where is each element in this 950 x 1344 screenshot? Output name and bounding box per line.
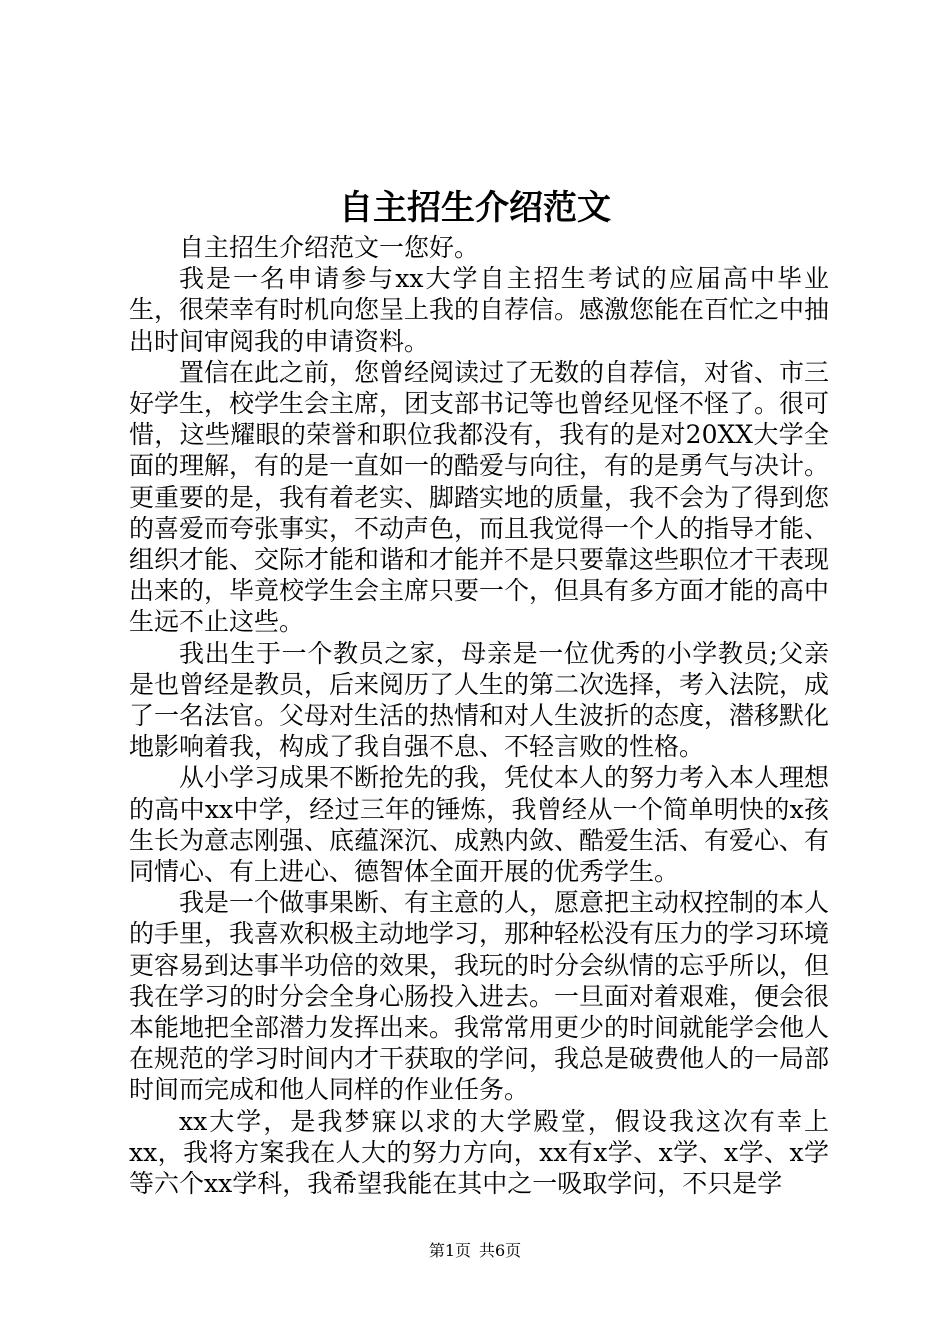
paragraph-5: 从小学习成果不断抢先的我，凭仗本人的努力考入本人理想的高中xx中学，经过三年的锤炼，我曾经从一个简单明快的x孩生长为意志刚强、底蕴深沉、成熟内敛、酷爱生活、有爱心、有同情心、有上进心、德智体全面开展的优秀学生。 — [129, 763, 830, 887]
paragraph-1: 自主招生介绍范文一您好。 — [179, 233, 480, 262]
paragraph-6: 我是一个做事果断、有主意的人，愿意把主动权控制的本人的手里，我喜欢积极主动地学习，那种轻松没有压力的学习环境更容易到达事半功倍的效果，我玩的时分会纵情的忘乎所以，但我在学习的时分会全身心肠投入进去。一旦面对着艰难，便会很本能地把全部潜力发挥出来。我常常用更少的时间就能学会他人在规范的学习时间内才干获取的学问，我总是破费他人的一局部时间而完成和他人同样的作业任务。 — [129, 888, 830, 1105]
paragraph-3: 置信在此之前，您曾经阅读过了无数的自荐信，对省、市三好学生，校学生会主席，团支部书记等也曾经见怪不怪了。很可惜，这些耀眼的荣誉和职位我都没有，我有的是对20XX大学全面的理解，有的是一直如一的酷爱与向往，有的是勇气与决计。更重要的是，我有着老实、脚踏实地的质量，我不会为了得到您的喜爱而夸张事实，不动声色，而且我觉得一个人的指导才能、组织才能、交际才能和谐和才能并不是只要靠这些职位才干表现出来的，毕竟校学生会主席只要一个，但具有多方面才能的高中生远不止这些。 — [129, 357, 830, 637]
document-title: 自主招生介绍范文 — [339, 188, 611, 228]
page-footer — [0, 1240, 950, 1262]
page-number-current: 第1页 — [428, 1241, 471, 1260]
paragraph-4: 我出生于一个教员之家，母亲是一位优秀的小学教员;父亲是也曾经是教员，后来阅历了人生的第二次选择，考入法院，成了一名法官。父母对生活的热情和对人生波折的态度，潜移默化地影响着我，构成了我自强不息、不轻言败的性格。 — [129, 638, 830, 762]
page-number-total: 共6页 — [479, 1241, 522, 1260]
paragraph-7: xx大学，是我梦寐以求的大学殿堂，假设我这次有幸上xx，我将方案我在人大的努力方向，xx有x学、x学、x学、x学等六个xx学科，我希望我能在其中之一吸取学问，不只是学 — [129, 1106, 829, 1199]
document-body — [129, 232, 829, 1199]
paragraph-2: 我是一名申请参与xx大学自主招生考试的应届高中毕业生，很荣幸有时机向您呈上我的自荐信。感激您能在百忙之中抽出时间审阅我的申请资料。 — [129, 264, 830, 356]
